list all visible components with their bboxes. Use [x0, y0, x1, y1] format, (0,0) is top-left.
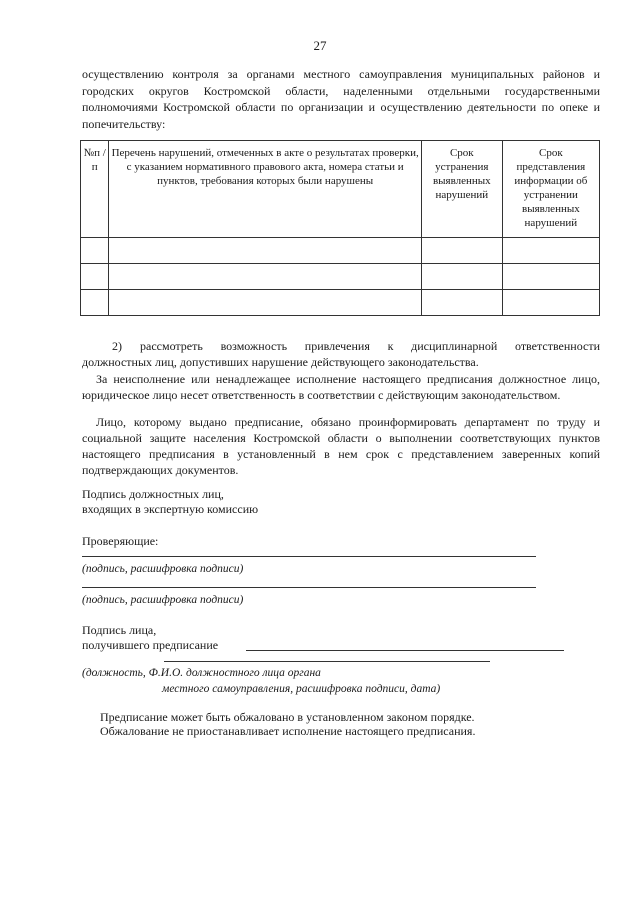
table-cell [502, 238, 599, 264]
table-cell [81, 290, 109, 316]
liability-paragraph: За неисполнение или ненадлежащее исполнение настоящего предписания должностное лицо, юридическое лицо несет ответственность в соответствии с действующим законодательством. [82, 372, 600, 402]
footer-suspension-line: Обжалование не приостанавливает исполнение настоящего предписания. [100, 724, 476, 738]
item-2 [82, 338, 600, 370]
inspector-signature-line-2 [82, 587, 536, 588]
header-number: №п /п [81, 141, 109, 238]
footer-appeal-line: Предписание может быть обжаловано в установленном законом порядке. [100, 710, 475, 724]
item-2-number: 2) [112, 339, 122, 353]
table-cell [421, 264, 502, 290]
commission-signature-label-line1: Подпись должностных лиц, [82, 487, 224, 501]
table-header-row [81, 141, 600, 238]
item-2-text-line1: рассмотреть возможность привлечения к дисциплинарной ответственности [140, 339, 600, 353]
recipient-signature-label-line1: Подпись лица, [82, 623, 157, 637]
recipient-caption-line1: (должность, Ф.И.О. должностного лица органа [82, 667, 321, 679]
commission-signature-label-line2: входящих в экспертную комиссию [82, 502, 259, 516]
header-elimination-deadline: Срок устранения выявленных нарушений [421, 141, 502, 238]
violations-table [80, 140, 600, 316]
page-number: 27 [313, 38, 327, 53]
table-row [81, 290, 600, 316]
table-cell [502, 264, 599, 290]
inform-paragraph: Лицо, которому выдано предписание, обязано проинформировать департамент по труду и социальной защите населения Костромской области о выполнении соответствующих пунктов настоящего предписания в установленный в нем срок с представлением заверенных копий подтверждающих документов. [82, 415, 600, 477]
recipient-official-line [164, 661, 490, 662]
table-row [81, 238, 600, 264]
table-cell [421, 290, 502, 316]
header-report-deadline: Срок представления информации об устранении выявленных нарушений [502, 141, 599, 238]
table-row [81, 264, 600, 290]
table-cell [81, 238, 109, 264]
inspector-signature-line-1 [82, 556, 536, 557]
inspector-caption-1: (подпись, расшифровка подписи) [82, 563, 244, 575]
table-cell [109, 290, 421, 316]
table-cell [109, 238, 421, 264]
inspector-caption-2: (подпись, расшифровка подписи) [82, 594, 244, 606]
recipient-signature-label-line2: получившего предписание [82, 638, 219, 652]
table-cell [109, 264, 421, 290]
inspectors-label: Проверяющие: [82, 534, 159, 548]
header-violations-list: Перечень нарушений, отмеченных в акте о результатах проверки, с указанием нормативного правового акта, номера статьи и пунктов, требования которых были нарушены [109, 141, 421, 238]
table-cell [502, 290, 599, 316]
intro-text: осуществлению контроля за органами местного самоуправления муниципальных районов и городских округов Костромской области, наделенными отдельными государственными полномочиями Костромской области по организации и осуществлению деятельности по опеке и попечительству: [82, 67, 600, 131]
recipient-caption-line2: местного самоуправления, расшифровка подписи, дата) [162, 683, 441, 695]
item-2-text-line2: должностных лиц, допустивших нарушение действующего законодательства. [82, 355, 479, 369]
table-cell [81, 264, 109, 290]
table-cell [421, 238, 502, 264]
recipient-signature-line [246, 650, 564, 651]
